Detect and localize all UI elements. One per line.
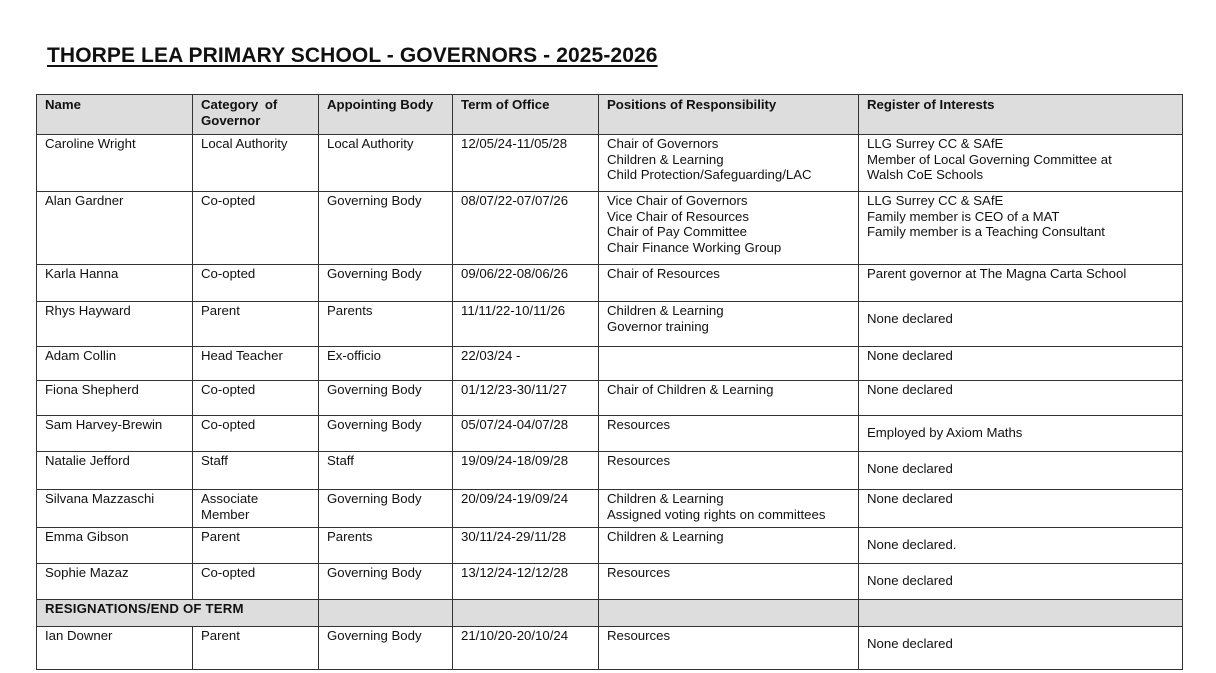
governor-row <box>37 452 1183 490</box>
register-of-interests-line: LLG Surrey CC & SAfE <box>867 193 1004 208</box>
register-of-interests-line: Walsh CoE Schools <box>867 167 984 182</box>
register-of-interests-line: Family member is a Teaching Consultant <box>867 224 1105 239</box>
register-of-interests-line: None declared <box>867 311 953 326</box>
positions-of-responsibility-line: Children & Learning <box>607 529 724 544</box>
appointing-body: Governing Body <box>319 564 453 600</box>
governor-category-line: Co-opted <box>201 382 256 397</box>
positions-of-responsibility <box>599 416 859 452</box>
governor-name: Fiona Shepherd <box>37 381 193 416</box>
governor-category-line: Co-opted <box>201 417 256 432</box>
header-term: Term of Office <box>453 95 599 135</box>
governor-name: Adam Collin <box>37 347 193 381</box>
governor-category <box>193 381 319 416</box>
page-title: THORPE LEA PRIMARY SCHOOL - GOVERNORS - 2025-2026 <box>47 44 658 67</box>
positions-of-responsibility <box>599 452 859 490</box>
section-label: RESIGNATIONS/END OF TERM <box>37 600 319 627</box>
section-empty-cell <box>453 600 599 627</box>
term-of-office: 20/09/24-19/09/24 <box>453 490 599 528</box>
register-of-interests-line: Employed by Axiom Maths <box>867 425 1023 440</box>
governor-row <box>37 416 1183 452</box>
former-governor-row <box>37 627 1183 670</box>
register-of-interests-line: None declared <box>867 636 953 651</box>
governor-name: Ian Downer <box>37 627 193 670</box>
governor-category <box>193 192 319 265</box>
positions-of-responsibility <box>599 135 859 192</box>
governor-category-line: Co-opted <box>201 266 256 281</box>
register-of-interests <box>859 528 1183 564</box>
section-empty-cell <box>319 600 453 627</box>
governor-row <box>37 347 1183 381</box>
appointing-body: Ex-officio <box>319 347 453 381</box>
positions-of-responsibility-line: Assigned voting rights on committees <box>607 506 826 522</box>
register-of-interests <box>859 381 1183 416</box>
section-empty-cell <box>859 600 1183 627</box>
positions-of-responsibility-line: Chair of Governors <box>607 136 719 151</box>
register-of-interests <box>859 347 1183 381</box>
governor-category-line: Co-opted <box>201 565 256 580</box>
header-positions: Positions of Responsibility <box>599 95 859 135</box>
register-of-interests <box>859 452 1183 490</box>
term-of-office: 11/11/22-10/11/26 <box>453 302 599 347</box>
positions-of-responsibility-line: Resources <box>607 453 671 468</box>
term-of-office: 21/10/20-20/10/24 <box>453 627 599 670</box>
governor-category <box>193 452 319 490</box>
positions-of-responsibility <box>599 302 859 347</box>
governor-row <box>37 490 1183 528</box>
positions-of-responsibility <box>599 265 859 302</box>
governor-row <box>37 302 1183 347</box>
governor-row <box>37 381 1183 416</box>
table-header-row <box>37 95 1183 135</box>
term-of-office: 05/07/24-04/07/28 <box>453 416 599 452</box>
governor-row <box>37 528 1183 564</box>
register-of-interests <box>859 627 1183 670</box>
section-empty-cell <box>599 600 859 627</box>
governor-category-line: Parent <box>201 529 240 544</box>
header-name: Name <box>37 95 193 135</box>
positions-of-responsibility-line: Resources <box>607 417 671 432</box>
governor-category-line: Head Teacher <box>201 348 283 363</box>
positions-of-responsibility-line: Chair Finance Working Group <box>607 239 782 255</box>
governor-name: Sam Harvey-Brewin <box>37 416 193 452</box>
appointing-body: Parents <box>319 528 453 564</box>
appointing-body: Parents <box>319 302 453 347</box>
register-of-interests <box>859 490 1183 528</box>
register-of-interests-line: None declared. <box>867 537 957 552</box>
header-appointing-body: Appointing Body <box>319 95 453 135</box>
governor-category <box>193 302 319 347</box>
register-of-interests <box>859 265 1183 302</box>
term-of-office: 12/05/24-11/05/28 <box>453 135 599 192</box>
appointing-body: Governing Body <box>319 192 453 265</box>
governor-name: Alan Gardner <box>37 192 193 265</box>
register-of-interests-line: None declared <box>867 348 953 363</box>
governor-name: Sophie Mazaz <box>37 564 193 600</box>
positions-of-responsibility-line: Resources <box>607 628 671 643</box>
register-of-interests <box>859 564 1183 600</box>
governor-category-line: Local Authority <box>201 136 288 151</box>
register-of-interests-line: None declared <box>867 382 953 397</box>
register-of-interests <box>859 302 1183 347</box>
positions-of-responsibility-line: Children & Learning <box>607 303 724 318</box>
appointing-body: Governing Body <box>319 381 453 416</box>
positions-of-responsibility <box>599 627 859 670</box>
positions-of-responsibility <box>599 381 859 416</box>
table-body <box>37 135 1183 670</box>
positions-of-responsibility <box>599 347 859 381</box>
positions-of-responsibility-line: Children & Learning <box>607 151 724 167</box>
governor-category <box>193 135 319 192</box>
register-of-interests-line: Parent governor at The Magna Carta School <box>867 266 1127 281</box>
term-of-office: 19/09/24-18/09/28 <box>453 452 599 490</box>
governor-category-line: Associate <box>201 491 259 506</box>
governors-table <box>36 94 1183 670</box>
governor-category-line: Parent <box>201 628 240 643</box>
positions-of-responsibility <box>599 192 859 265</box>
positions-of-responsibility-line: Children & Learning <box>607 491 724 506</box>
positions-of-responsibility <box>599 490 859 528</box>
governor-category <box>193 265 319 302</box>
positions-of-responsibility-line: Vice Chair of Governors <box>607 193 748 208</box>
governor-name: Rhys Hayward <box>37 302 193 347</box>
governor-name: Natalie Jefford <box>37 452 193 490</box>
governor-category <box>193 347 319 381</box>
governor-category <box>193 627 319 670</box>
register-of-interests-line: LLG Surrey CC & SAfE <box>867 136 1004 151</box>
register-of-interests <box>859 135 1183 192</box>
register-of-interests <box>859 416 1183 452</box>
term-of-office: 30/11/24-29/11/28 <box>453 528 599 564</box>
positions-of-responsibility <box>599 564 859 600</box>
governor-row <box>37 192 1183 265</box>
governor-name: Caroline Wright <box>37 135 193 192</box>
register-of-interests-line: None declared <box>867 491 953 506</box>
appointing-body: Governing Body <box>319 416 453 452</box>
governor-category <box>193 528 319 564</box>
section-row-resignations <box>37 600 1183 627</box>
governor-category-line: Member <box>201 506 250 522</box>
positions-of-responsibility-line: Child Protection/Safeguarding/LAC <box>607 167 812 182</box>
term-of-office: 09/06/22-08/06/26 <box>453 265 599 302</box>
positions-of-responsibility-line: Chair of Resources <box>607 266 720 281</box>
appointing-body: Staff <box>319 452 453 490</box>
term-of-office: 13/12/24-12/12/28 <box>453 564 599 600</box>
positions-of-responsibility-line: Vice Chair of Resources <box>607 208 749 224</box>
term-of-office: 22/03/24 - <box>453 347 599 381</box>
positions-of-responsibility-line: Governor training <box>607 318 709 334</box>
term-of-office: 08/07/22-07/07/26 <box>453 192 599 265</box>
governor-category-line: Co-opted <box>201 193 256 208</box>
governor-category-line: Parent <box>201 303 240 318</box>
governor-row <box>37 564 1183 600</box>
appointing-body: Governing Body <box>319 627 453 670</box>
header-interests: Register of Interests <box>859 95 1183 135</box>
governor-row <box>37 135 1183 192</box>
governor-category <box>193 416 319 452</box>
register-of-interests-line: None declared <box>867 573 953 588</box>
governor-category-line: Staff <box>201 453 228 468</box>
positions-of-responsibility-line: Chair of Children & Learning <box>607 382 774 397</box>
register-of-interests-line: None declared <box>867 461 953 476</box>
term-of-office: 01/12/23-30/11/27 <box>453 381 599 416</box>
positions-of-responsibility-line: Resources <box>607 565 671 580</box>
register-of-interests <box>859 192 1183 265</box>
governor-name: Silvana Mazzaschi <box>37 490 193 528</box>
governor-name: Emma Gibson <box>37 528 193 564</box>
positions-of-responsibility-line: Chair of Pay Committee <box>607 224 747 239</box>
positions-of-responsibility <box>599 528 859 564</box>
header-category: Category of Governor <box>193 95 319 135</box>
register-of-interests-line: Member of Local Governing Committee at <box>867 151 1112 167</box>
appointing-body: Governing Body <box>319 490 453 528</box>
governor-row <box>37 265 1183 302</box>
register-of-interests-line: Family member is CEO of a MAT <box>867 208 1060 224</box>
governor-name: Karla Hanna <box>37 265 193 302</box>
governor-category <box>193 490 319 528</box>
appointing-body: Local Authority <box>319 135 453 192</box>
appointing-body: Governing Body <box>319 265 453 302</box>
governor-category <box>193 564 319 600</box>
